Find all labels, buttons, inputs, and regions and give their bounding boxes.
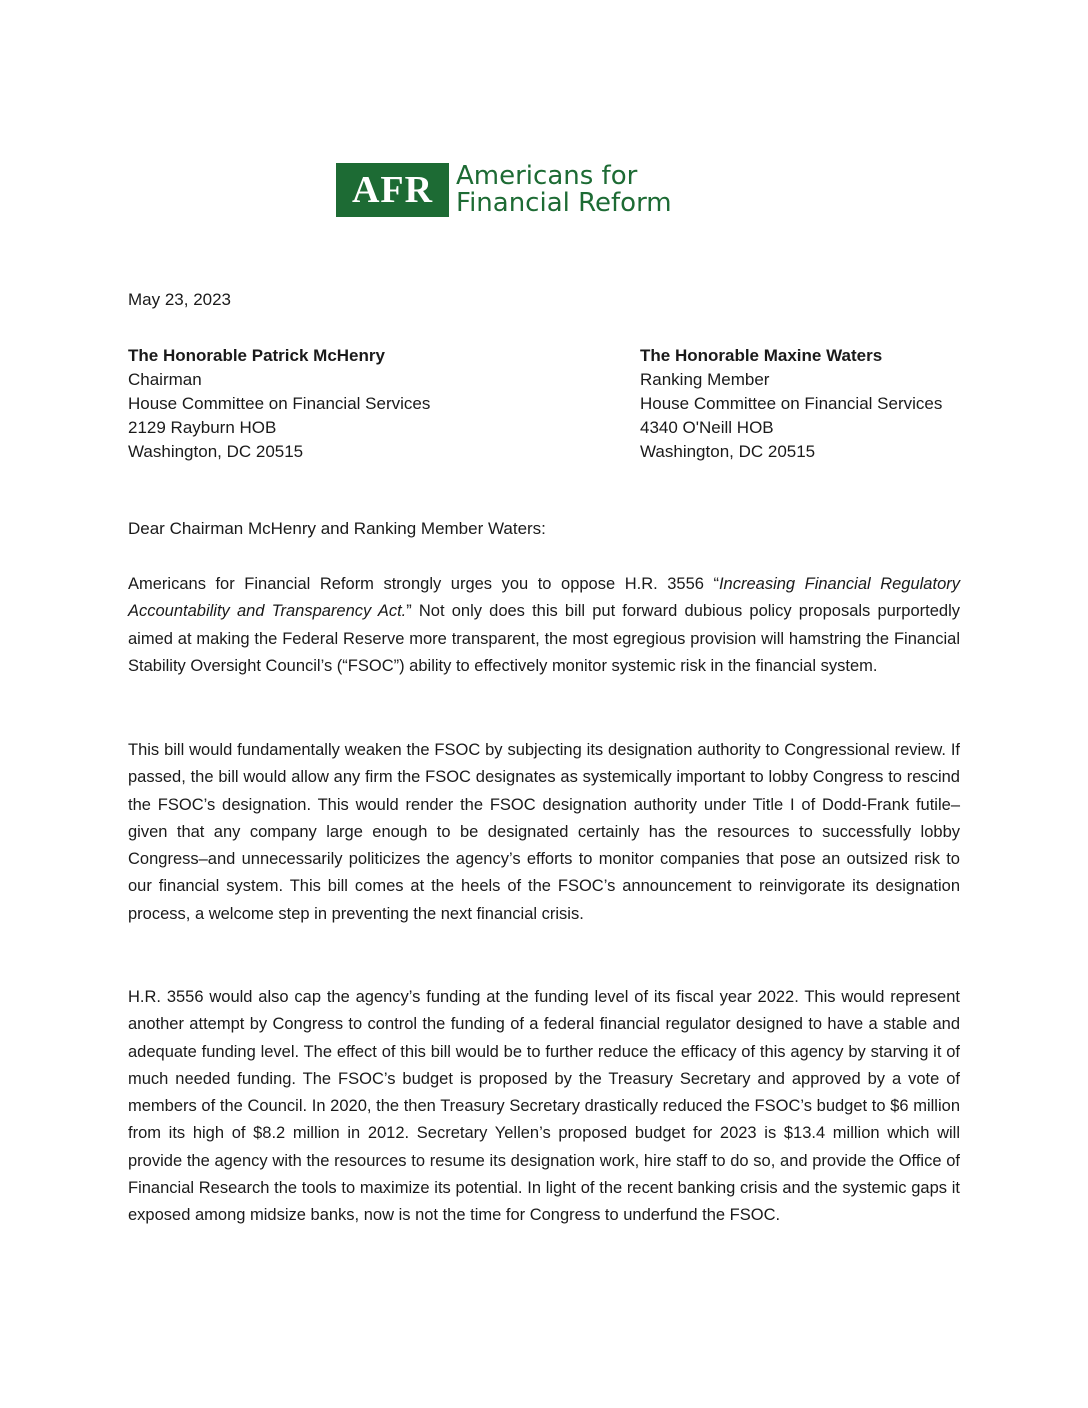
recipient-office: 4340 O'Neill HOB [640,418,774,437]
recipient-title: Chairman [128,370,202,389]
body-paragraph-3: H.R. 3556 would also cap the agency’s funding at the funding level of its fiscal year 2022. This would represent another attempt by Congress to control the funding of a federal financial regulator designed to have a stable and adequate funding level. The effect of this bill would be to further reduce the efficacy of this agency by starving it of much needed funding. The FSOC’s budget is proposed by the Treasury Secretary and approved by a vote of members of the Council. In 2020, the then Treasury Secretary drastically reduced the FSOC’s budget to $6 million from its high of $8.2 million in 2012. Secretary Yellen’s proposed budget for 2023 is $13.4 million which will provide the agency with the resources to resume its designation work, hire staff to do so, and provide the Office of Financial Research the tools to maximize its potential. In light of the recent banking crisis and the systemic gaps it exposed among midsize banks, now is not the time for Congress to underfund the FSOC. [128,988,960,1225]
bill-title: Increasing Financial Regulatory Accountability and Transparency Act. [128,575,960,621]
recipient-city: Washington, DC 20515 [640,442,816,461]
recipient-committee: House Committee on Financial Services [640,394,943,413]
afr-logo [336,163,672,217]
recipient-name: The Honorable Maxine Waters [640,346,883,365]
body-paragraph-1 [128,571,960,680]
body-paragraph-2: This bill would fundamentally weaken the FSOC by subjecting its designation authority to Congressional review. If passed, the bill would allow any firm the FSOC designates as systemically important to lobby Congress to rescind the FSOC’s designation. This would render the FSOC designation authority under Title I of Dodd-Frank futile–given that any company large enough to be designated certainly has the resources to successfully lobby Congress–and unnecessarily politicizes the agency’s efforts to monitor companies that pose an outsized risk to our financial system. This bill comes at the heels of the FSOC’s announcement to reinvigorate its designation process, a welcome step in preventing the next financial crisis. [128,741,960,923]
recipient-office: 2129 Rayburn HOB [128,418,277,437]
salutation: Dear Chairman McHenry and Ranking Member Waters: [128,519,546,538]
paragraph-1-text-end: ” Not only does this bill put forward dubious policy proposals purportedly aimed at making the Federal Reserve more transparent, the most egregious provision will hamstring the Financial Stability Oversight Council’s (“FSOC”) ability to effectively monitor systemic risk in the financial system. [128,602,960,675]
logo-line-2: Financial Reform [456,188,672,218]
paragraph-1-text-start: Americans for Financial Reform strongly urges you to oppose H.R. 3556 “ [128,575,719,593]
logo-wordmark [456,163,672,217]
recipient-committee: House Committee on Financial Services [128,394,431,413]
recipient-city: Washington, DC 20515 [128,442,304,461]
recipient-title: Ranking Member [640,370,770,389]
letter-date: May 23, 2023 [128,290,232,309]
logo-line-1: Americans for [456,161,638,191]
recipient-address-left [128,344,430,464]
logo-abbreviation: AFR [336,163,449,217]
recipient-address-right [640,344,942,464]
recipient-name: The Honorable Patrick McHenry [128,346,385,365]
